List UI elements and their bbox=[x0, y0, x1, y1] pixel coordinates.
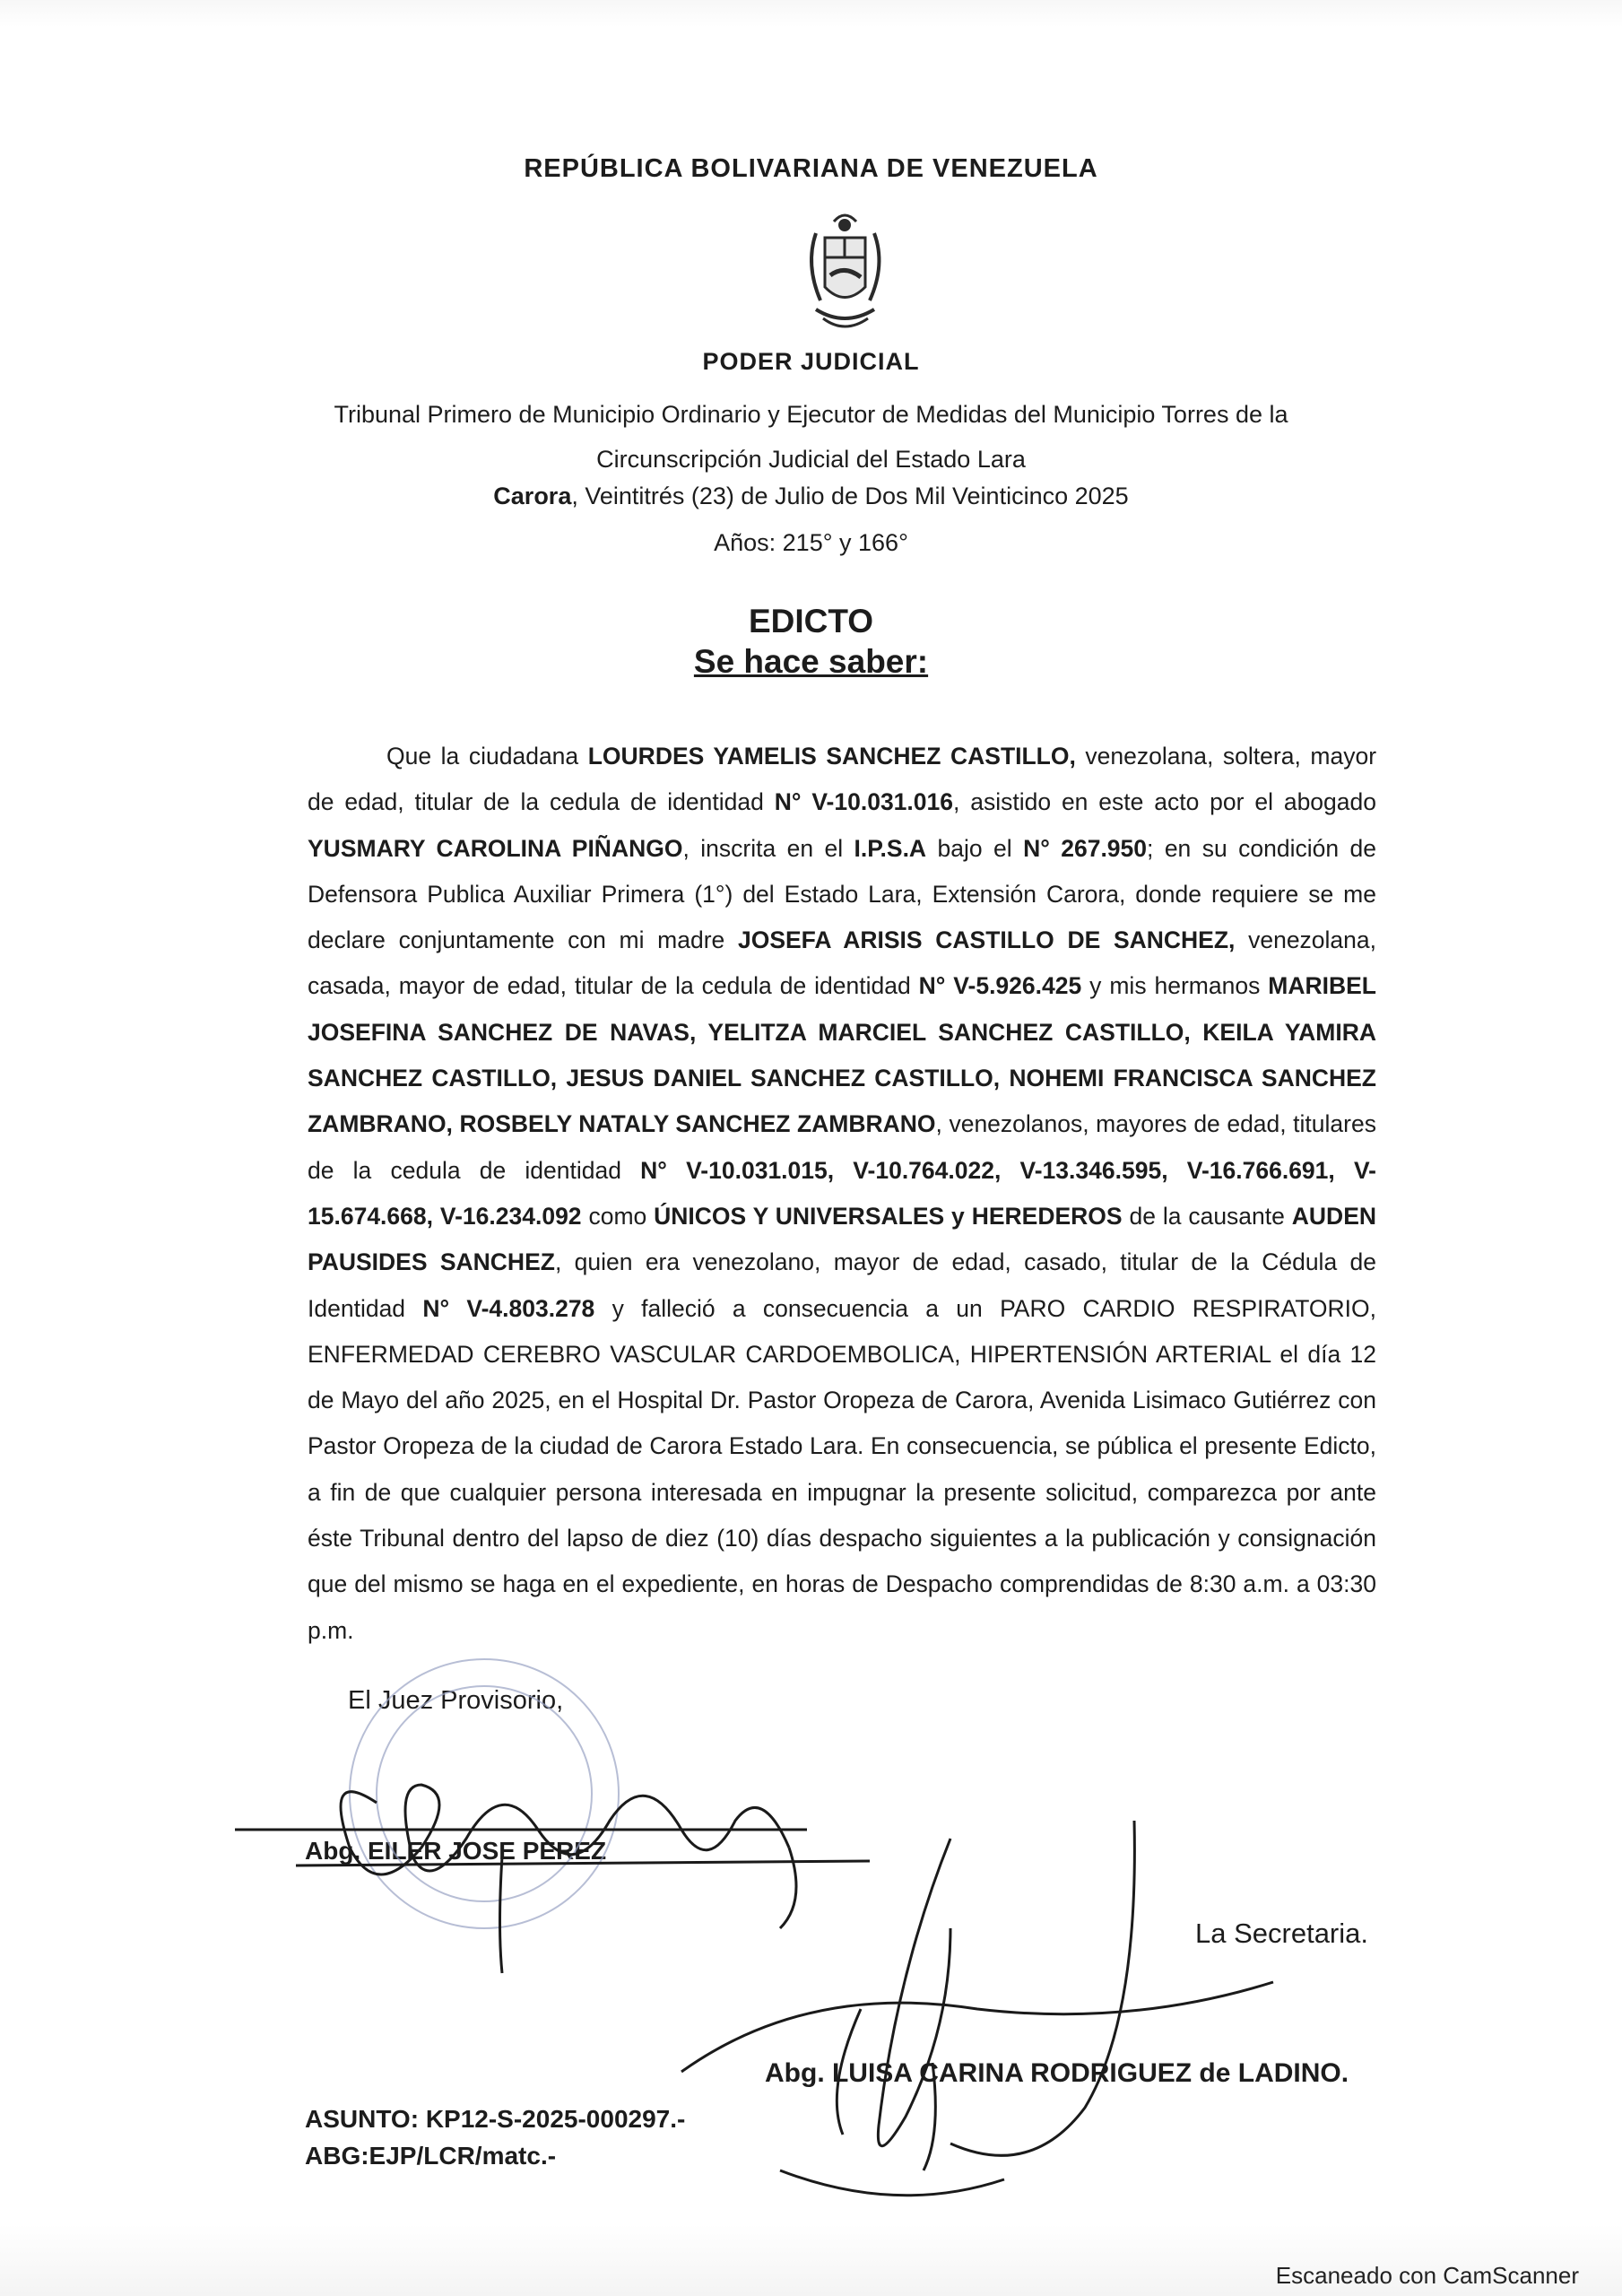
lawyer-name: YUSMARY CAROLINA PIÑANGO bbox=[308, 834, 683, 862]
case-number: ASUNTO: KP12-S-2025-000297.- bbox=[305, 2105, 686, 2133]
place-name: Carora bbox=[493, 483, 572, 509]
tribunal-line-1: Tribunal Primero de Municipio Ordinario y Ejecutor de Medidas del Municipio Torres de la bbox=[334, 401, 1288, 428]
mother-name: JOSEFA ARISIS CASTILLO DE SANCHEZ, bbox=[737, 926, 1236, 954]
country-heading: REPÚBLICA BOLIVARIANA DE VENEZUELA bbox=[524, 154, 1098, 183]
heirs-designation: ÚNICOS Y UNIVERSALES y HEREDEROS bbox=[654, 1202, 1123, 1230]
body-text: como bbox=[581, 1202, 655, 1230]
body-text: bajo el bbox=[926, 834, 1024, 862]
judge-name: Abg. EILER JOSE PEREZ bbox=[305, 1837, 607, 1865]
edict-body bbox=[308, 734, 1376, 1654]
ipsa-number: N° 267.950 bbox=[1023, 834, 1148, 862]
siblings-names: MARIBEL JOSEFINA SANCHEZ DE NAVAS, YELITZA MARCIEL SANCHEZ CASTILLO, KEILA YAMIRA SANCHEZ CASTILLO, JESUS DANIEL SANCHEZ CASTILLO, NOHEMI FRANCISCA SANCHEZ ZAMBRANO, ROSBELY NATALY SANCHEZ ZAMBRANO bbox=[308, 972, 1376, 1138]
ipsa-label: I.P.S.A bbox=[854, 834, 927, 862]
applicant-id: N° V-10.031.016 bbox=[774, 788, 953, 816]
initials-reference: ABG:EJP/LCR/matc.- bbox=[305, 2142, 557, 2170]
body-text: de la causante bbox=[1122, 1202, 1292, 1230]
branch-heading: PODER JUDICIAL bbox=[702, 348, 920, 375]
body-text: y falleció a consecuencia a un PARO CARDIO RESPIRATORIO, ENFERMEDAD CEREBRO VASCULAR CARDOEMBOLICA, HIPERTENSIÓN ARTERIAL el día 12 de Mayo del año 2025, en el Hospital Dr. Pastor Oropeza de Carora, Avenida Lisimaco Gutiérrez con Pastor Oropeza de la ciudad de Carora Estado Lara. En consecuencia, se pública el presente Edicto, a fin de que cualquier persona interesada en impugnar la presente solicitud, comparezca por ante éste Tribunal dentro del lapso de diez (10) días despacho siguientes a la publicación y consignación que del mismo se haga en el expediente, en horas de Despacho comprendidas de 8:30 a.m. a 03:30 p.m. bbox=[308, 1294, 1377, 1644]
years-line: Años: 215° y 166° bbox=[714, 529, 908, 556]
siblings-ids: N° V-10.031.015, V-10.764.022, V-13.346.595, V-16.766.691, V-15.674.668, V-16.234.092 bbox=[308, 1156, 1376, 1230]
body-text: venezolana, casada, mayor de edad, titular de la cedula de identidad bbox=[308, 926, 1377, 1000]
judge-label: El Juez Provisorio, bbox=[348, 1686, 564, 1715]
deceased-id: N° V-4.803.278 bbox=[422, 1294, 595, 1322]
case-reference bbox=[305, 2100, 685, 2174]
body-text: Que la ciudadana bbox=[386, 743, 588, 770]
body-text: , asistido en este acto por el abogado bbox=[953, 788, 1376, 816]
body-text: ; en su condición de Defensora Publica Auxiliar Primera (1°) del Estado Lara, Extensión Carora, donde requiere se me declare conjuntamente con mi madre bbox=[308, 834, 1376, 954]
coat-of-arms-icon bbox=[780, 202, 910, 341]
document-title: EDICTO bbox=[748, 603, 874, 639]
secretary-name: Abg. LUISA CARINA RODRIGUEZ de LADINO. bbox=[765, 2058, 1349, 2088]
body-text: , quien era venezolano, mayor de edad, casado, titular de la Cédula de Identidad bbox=[308, 1248, 1376, 1322]
deceased-name: AUDEN PAUSIDES SANCHEZ bbox=[308, 1202, 1377, 1276]
scanner-watermark: Escaneado con CamScanner bbox=[1275, 2262, 1579, 2289]
body-text: , inscrita en el bbox=[682, 834, 854, 862]
mother-id: N° V-5.926.425 bbox=[918, 972, 1082, 1000]
secretary-label: La Secretaria. bbox=[1195, 1918, 1368, 1949]
tribunal-name bbox=[0, 392, 1622, 482]
body-text: , venezolanos, mayores de edad, titulares de la cedula de identidad bbox=[308, 1110, 1376, 1184]
applicant-name: LOURDES YAMELIS SANCHEZ CASTILLO, bbox=[587, 743, 1076, 770]
tribunal-line-2: Circunscripción Judicial del Estado Lara bbox=[596, 446, 1026, 473]
body-text: y mis hermanos bbox=[1081, 972, 1269, 1000]
date-text: , Veintitrés (23) de Julio de Dos Mil Veinticinco 2025 bbox=[571, 483, 1129, 509]
place-date bbox=[0, 483, 1622, 510]
document-subtitle: Se hace saber: bbox=[693, 643, 929, 680]
body-text: venezolana, soltera, mayor de edad, titular de la cedula de identidad bbox=[308, 743, 1377, 816]
